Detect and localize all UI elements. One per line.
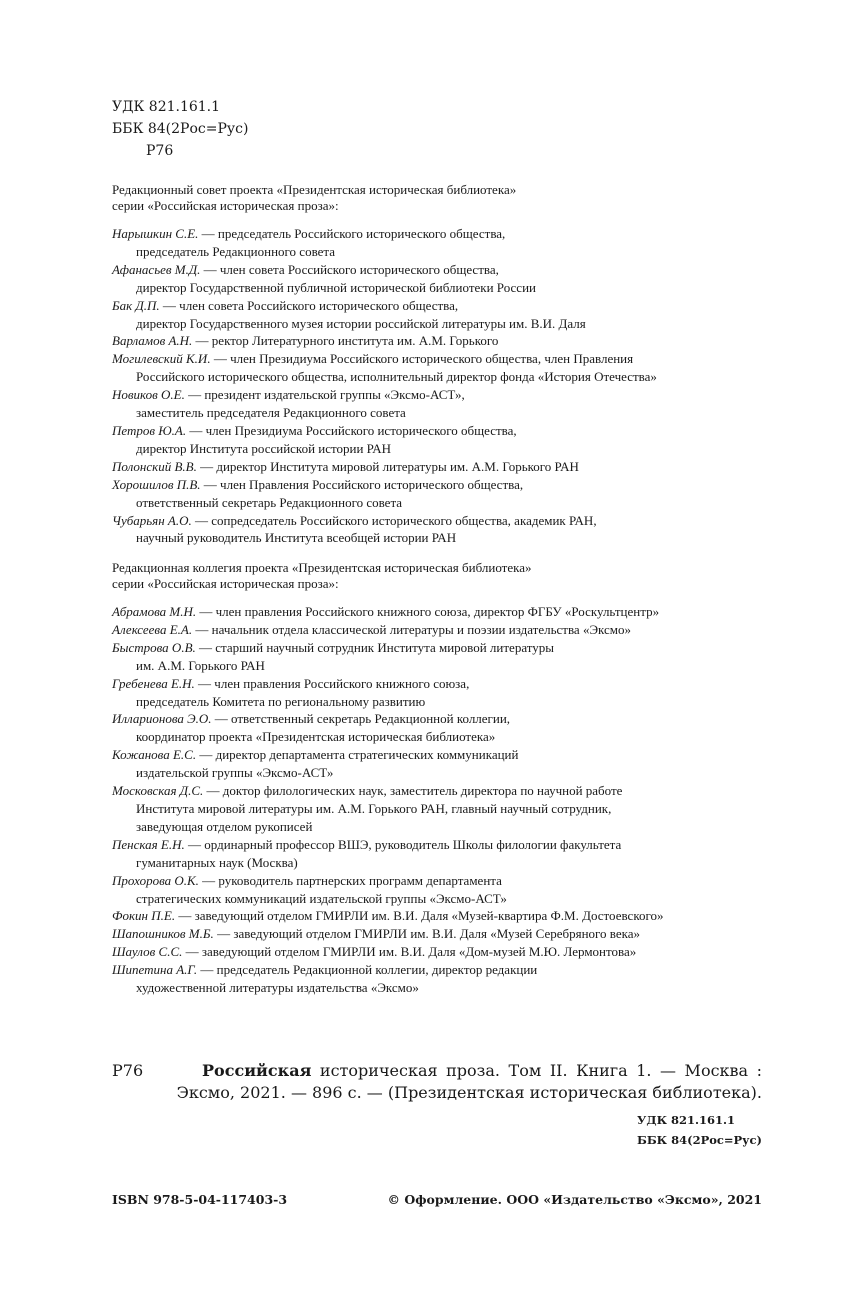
member-role: — председатель Редакционной коллегии, директор редакции <box>197 962 538 978</box>
member-line-first <box>112 332 752 350</box>
member-name: Пенская Е.Н. <box>112 836 185 852</box>
member-entry <box>112 297 752 333</box>
member-role: — начальник отдела классической литературы и поэзии издательства «Эксмо» <box>192 621 632 637</box>
member-entry <box>112 386 752 422</box>
member-name: Прохорова О.К. <box>112 872 199 888</box>
member-entry <box>112 907 752 925</box>
member-name: Хорошилов П.В. <box>112 476 201 492</box>
bibliographic-title: Российская <box>202 1061 312 1080</box>
member-line-continued: ответственный секретарь Редакционного совета <box>136 494 403 510</box>
member-line-first <box>112 907 752 925</box>
member-line-first <box>112 458 752 476</box>
member-line-first <box>112 386 752 404</box>
member-role: — руководитель партнерских программ департамента <box>198 872 502 888</box>
member-line-first <box>112 782 752 800</box>
member-role: — председатель Российского исторического общества, <box>198 226 506 241</box>
member-line-first <box>112 675 752 693</box>
member-role: — член Президиума Российского исторического общества, <box>186 422 517 438</box>
member-line-continued: научный руководитель Института всеобщей истории РАН <box>136 530 457 546</box>
member-line-first <box>112 225 752 243</box>
member-name: Алексеева Е.А. <box>112 621 193 637</box>
member-name: Новиков О.Е. <box>112 387 185 403</box>
member-entry <box>112 746 752 782</box>
author-mark: Р76 <box>146 143 174 159</box>
member-name: Шапошников М.Б. <box>112 926 214 942</box>
member-line-continued: директор Государственного музея истории российской литературы им. В.И. Даля <box>136 315 586 331</box>
member-role: — директор Института мировой литературы им. А.М. Горького РАН <box>196 458 579 474</box>
bottom-udk-code: УДК 821.161.1 <box>637 1113 736 1127</box>
member-entry <box>112 422 752 458</box>
council-heading: Редакционный совет проекта «Президентская историческая библиотека» серии «Российская историческая проза»: <box>112 182 517 213</box>
member-entry <box>112 603 752 621</box>
member-line-first <box>112 943 752 961</box>
member-entry <box>112 782 752 836</box>
member-entry <box>112 961 752 997</box>
member-entry <box>112 350 752 386</box>
member-line-first <box>112 621 752 639</box>
member-role: — член Правления Российского исторического общества, <box>200 476 524 492</box>
member-name: Могилевский К.И. <box>112 351 211 367</box>
member-entry <box>112 925 752 943</box>
member-name: Илларионова Э.О. <box>112 711 212 727</box>
member-entry <box>112 872 752 908</box>
member-line-continued: гуманитарных наук (Москва) <box>136 854 298 870</box>
member-role: — директор департамента стратегических коммуникаций <box>196 747 519 763</box>
member-name: Кожанова Е.С. <box>112 747 197 763</box>
member-name: Варламов А.Н. <box>112 333 193 349</box>
member-name: Московская Д.С. <box>112 783 204 799</box>
isbn: ISBN 978-5-04-117403-3 <box>112 1192 288 1207</box>
member-line-first <box>112 261 752 279</box>
member-line-continued: координатор проекта «Президентская историческая библиотека» <box>136 729 496 745</box>
bibliographic-line-2: Эксмо, 2021. — 896 с. — (Президентская историческая библиотека). <box>176 1083 762 1102</box>
member-entry <box>112 458 752 476</box>
member-role: — заведующий отделом ГМИРЛИ им. В.И. Даля «Музей-квартира Ф.М. Достоевского» <box>175 908 664 924</box>
member-line-continued: директор Института российской истории РАН <box>136 440 392 456</box>
copyright: © Оформление. ООО «Издательство «Эксмо», 2021 <box>387 1192 762 1207</box>
member-line-continued: директор Государственной публичной исторической библиотеки России <box>136 279 536 295</box>
member-entry <box>112 261 752 297</box>
member-line-first <box>112 746 752 764</box>
member-name: Чубарьян А.О. <box>112 512 192 528</box>
member-line-continued: председатель Комитета по региональному развитию <box>136 693 426 709</box>
board-heading: Редакционная коллегия проекта «Президентская историческая библиотека» серии «Российская историческая проза»: <box>112 560 532 591</box>
member-line-first <box>112 710 752 728</box>
member-entry <box>112 710 752 746</box>
member-entry <box>112 332 752 350</box>
member-role: — член правления Российского книжного союза, директор ФГБУ «Роскультцентр» <box>196 604 660 619</box>
member-line-continued: издательской группы «Эксмо-АСТ» <box>136 765 334 781</box>
member-role: — ректор Литературного института им. А.М. Горького <box>192 333 499 349</box>
member-name: Гребенева Е.Н. <box>112 675 195 691</box>
member-line-first <box>112 639 752 657</box>
member-line-continued: Института мировой литературы им. А.М. Горького РАН, главный научный сотрудник, <box>136 800 612 816</box>
member-line-first <box>112 961 752 979</box>
bbk-code: ББК 84(2Рос=Рус) <box>112 121 249 137</box>
member-line-continued: заместитель председателя Редакционного совета <box>136 405 406 421</box>
member-line-continued: заведующая отделом рукописей <box>136 818 313 834</box>
classification-codes <box>112 96 248 162</box>
member-line-first <box>112 872 752 890</box>
member-name: Фокин П.Е. <box>112 908 176 924</box>
member-line-continued: Российского исторического общества, исполнительный директор фонда «История Отечества» <box>136 369 657 385</box>
member-name: Петров Ю.А. <box>112 422 187 438</box>
member-name: Афанасьев М.Д. <box>112 261 201 277</box>
member-entry <box>112 836 752 872</box>
member-role: — сопредседатель Российского исторического общества, академик РАН, <box>191 512 597 528</box>
member-line-continued: стратегических коммуникаций издательской группы «Эксмо-АСТ» <box>136 890 507 906</box>
member-line-first <box>112 836 752 854</box>
member-line-continued: им. А.М. Горького РАН <box>136 657 265 673</box>
member-role: — заведующий отделом ГМИРЛИ им. В.И. Даля «Музей Серебряного века» <box>213 926 641 942</box>
member-line-continued: художественной литературы издательства «Эксмо» <box>136 980 419 996</box>
member-entry <box>112 512 752 548</box>
member-entry <box>112 639 752 675</box>
member-line-first <box>112 925 752 943</box>
bibliographic-line-1 <box>202 1060 762 1082</box>
member-role: — член совета Российского исторического общества, <box>159 297 459 313</box>
member-role: — ответственный секретарь Редакционной коллегии, <box>211 711 511 727</box>
member-name: Шаулов С.С. <box>112 944 183 960</box>
member-role: — президент издательской группы «Эксмо-АСТ», <box>184 387 465 403</box>
bottom-classification-codes <box>637 1110 762 1150</box>
member-role: — ординарный профессор ВШЭ, руководитель Школы филологии факультета <box>184 836 622 852</box>
member-name: Полонский В.В. <box>112 458 197 474</box>
member-line-first <box>112 350 752 368</box>
udk-code: УДК 821.161.1 <box>112 99 221 115</box>
member-line-first <box>112 297 752 315</box>
member-name: Быстрова О.В. <box>112 639 196 655</box>
member-role: — член правления Российского книжного союза, <box>194 675 470 691</box>
member-name: Нарышкин С.Е. <box>112 226 199 241</box>
member-line-first <box>112 512 752 530</box>
member-role: — заведующий отделом ГМИРЛИ им. В.И. Даля «Дом-музей М.Ю. Лермонтова» <box>182 944 637 960</box>
member-entry <box>112 476 752 512</box>
member-role: — член совета Российского исторического общества, <box>200 261 499 277</box>
member-line-first <box>112 476 752 494</box>
member-line-first <box>112 603 752 621</box>
member-role: — доктор филологических наук, заместитель директора по научной работе <box>203 783 623 799</box>
member-entry <box>112 675 752 711</box>
member-line-continued: председатель Редакционного совета <box>136 243 336 259</box>
member-name: Бак Д.П. <box>112 297 160 313</box>
member-entry <box>112 225 752 261</box>
council-members-list <box>112 225 752 547</box>
member-name: Шипетина А.Г. <box>112 962 198 978</box>
member-name: Абрамова М.Н. <box>112 604 197 619</box>
board-members-list <box>112 603 752 997</box>
bibliographic-code: Р76 <box>112 1061 144 1080</box>
bottom-bbk-code: ББК 84(2Рос=Рус) <box>637 1133 762 1147</box>
member-entry <box>112 621 752 639</box>
member-line-first <box>112 422 752 440</box>
member-entry <box>112 943 752 961</box>
member-role: — член Президиума Российского исторического общества, член Правления <box>210 351 634 367</box>
member-role: — старший научный сотрудник Института мировой литературы <box>195 639 555 655</box>
bibliographic-line-1-rest: историческая проза. Том II. Книга 1. — Москва : <box>311 1061 762 1080</box>
